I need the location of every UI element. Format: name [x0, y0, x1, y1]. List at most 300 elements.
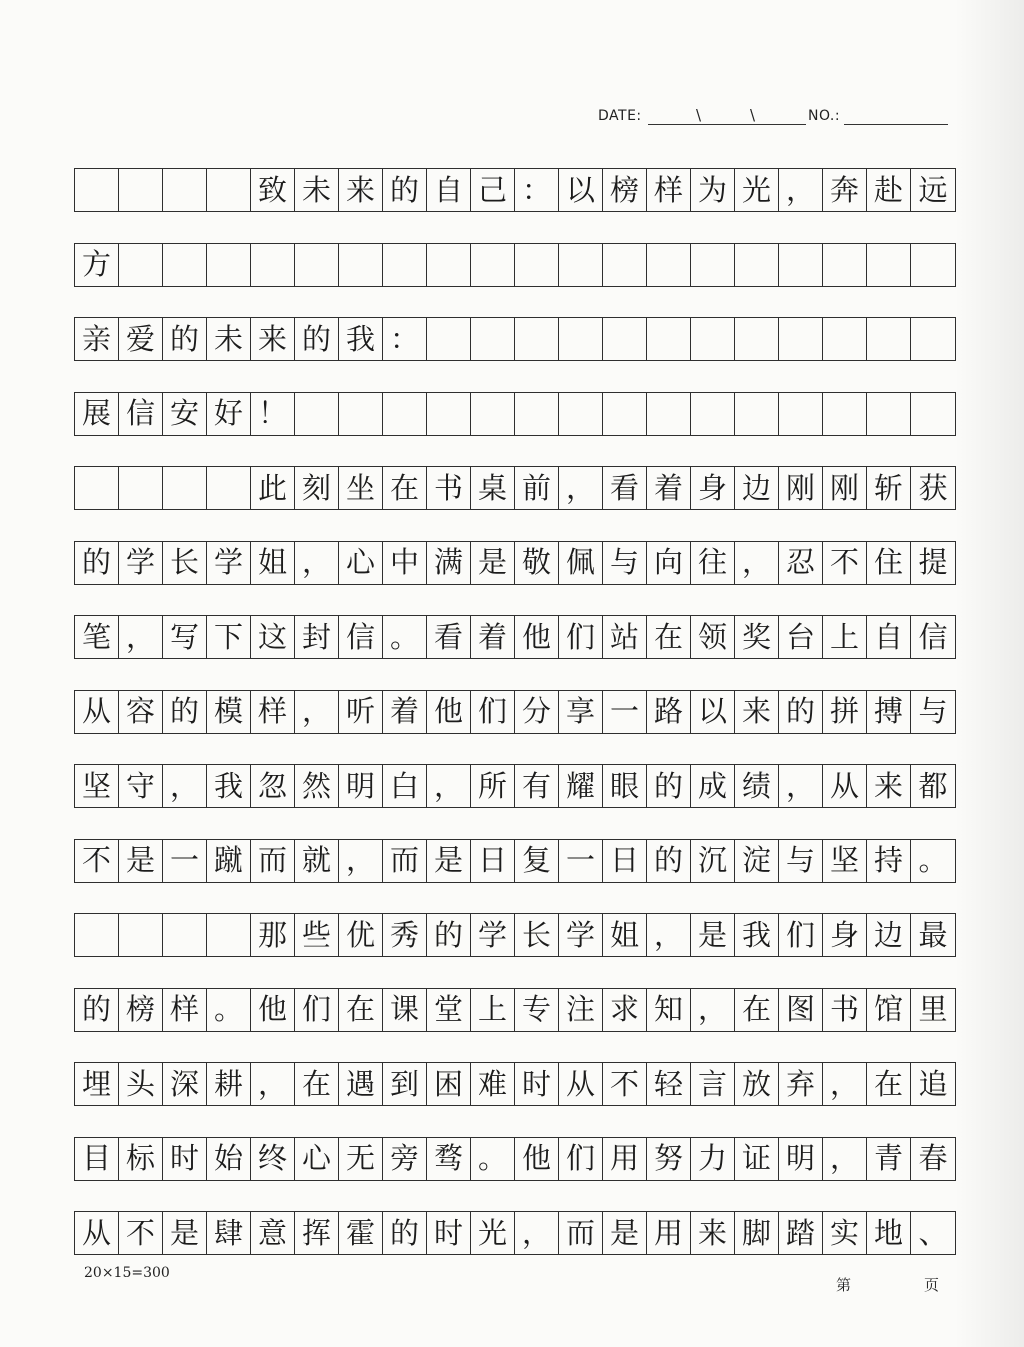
grid-cell	[515, 393, 559, 435]
grid-cell: 努	[647, 1138, 691, 1180]
grid-cell: 求	[603, 989, 647, 1031]
grid-cell: 的	[75, 989, 119, 1031]
grid-cell: 放	[735, 1063, 779, 1105]
grid-cell: 然	[295, 765, 339, 807]
grid-cell	[911, 393, 955, 435]
grid-row	[74, 1211, 956, 1255]
grid-cell: 与	[603, 542, 647, 584]
grid-cell: 肆	[207, 1212, 251, 1254]
grid-cell: 白	[383, 765, 427, 807]
grid-cell: 己	[471, 169, 515, 211]
grid-row	[74, 317, 956, 361]
grid-cell: ，	[691, 989, 735, 1031]
grid-row	[74, 690, 956, 734]
grid-cell: ，	[295, 691, 339, 733]
grid-cell	[823, 244, 867, 286]
grid-cell	[603, 393, 647, 435]
grid-row	[74, 466, 956, 510]
grid-cell: 困	[427, 1063, 471, 1105]
grid-cell: 模	[207, 691, 251, 733]
grid-cell: 日	[471, 840, 515, 882]
grid-cell: 着	[383, 691, 427, 733]
grid-cell	[339, 244, 383, 286]
grid-cell: 学	[119, 542, 163, 584]
grid-cell: 他	[515, 1138, 559, 1180]
grid-cell: 时	[163, 1138, 207, 1180]
grid-cell: 们	[559, 616, 603, 658]
grid-cell	[647, 244, 691, 286]
grid-cell: 弃	[779, 1063, 823, 1105]
grid-cell: 着	[471, 616, 515, 658]
grid-cell	[119, 244, 163, 286]
grid-cell	[603, 318, 647, 360]
grid-row	[74, 1137, 956, 1181]
grid-cell	[75, 169, 119, 211]
grid-cell	[119, 914, 163, 956]
grid-cell: 都	[918, 768, 948, 803]
grid-cell: 前	[515, 467, 559, 509]
grid-cell: 边	[867, 914, 911, 956]
grid-cell: 难	[471, 1063, 515, 1105]
grid-cell	[559, 318, 603, 360]
grid-cell	[119, 467, 163, 509]
grid-cell: 而	[559, 1212, 603, 1254]
grid-cell	[867, 244, 911, 286]
grid-cell: 斩	[867, 467, 911, 509]
grid-cell: 堂	[427, 989, 471, 1031]
grid-cell: 来	[339, 169, 383, 211]
grid-cell	[735, 318, 779, 360]
grid-cell: 耕	[207, 1063, 251, 1105]
grid-cell: 赴	[867, 169, 911, 211]
grid-cell	[867, 318, 911, 360]
grid-cell: 来	[251, 318, 295, 360]
grid-row	[74, 913, 956, 957]
grid-row	[74, 1062, 956, 1106]
grid-cell: 笔	[75, 616, 119, 658]
grid-cell: 自	[867, 616, 911, 658]
grid-cell: 的	[427, 914, 471, 956]
grid-cell: ，	[779, 169, 823, 211]
grid-cell: 们	[779, 914, 823, 956]
grid-cell: 光	[735, 169, 779, 211]
grid-cell: ，	[735, 542, 779, 584]
grid-cell: 桌	[471, 467, 515, 509]
grid-cell: 刻	[295, 467, 339, 509]
grid-cell: 封	[295, 616, 339, 658]
grid-row	[74, 988, 956, 1032]
grid-cell: 看	[427, 616, 471, 658]
grid-cell: 长	[163, 542, 207, 584]
grid-cell: 馆	[867, 989, 911, 1031]
grid-cell: 向	[647, 542, 691, 584]
grid-cell: 那	[251, 914, 295, 956]
grid-cell	[119, 169, 163, 211]
grid-cell: 。	[471, 1138, 515, 1180]
grid-cell: 分	[515, 691, 559, 733]
grid-cell: 致	[251, 169, 295, 211]
grid-cell: 青	[867, 1138, 911, 1180]
grid-cell: 日	[603, 840, 647, 882]
grid-spec: 20×15=300	[84, 1265, 170, 1281]
grid-cell: 佩	[559, 542, 603, 584]
grid-cell: ，	[823, 1063, 867, 1105]
grid-cell: 专	[515, 989, 559, 1031]
grid-row	[74, 839, 956, 883]
grid-row	[74, 541, 956, 585]
grid-cell: 力	[691, 1138, 735, 1180]
grid-cell: 好	[207, 393, 251, 435]
grid-cell: 目	[75, 1138, 119, 1180]
grid-cell: 下	[207, 616, 251, 658]
grid-cell: 证	[735, 1138, 779, 1180]
grid-cell: 有	[515, 765, 559, 807]
grid-cell: 展	[75, 393, 119, 435]
grid-cell: 言	[691, 1063, 735, 1105]
grid-cell: 的	[383, 169, 427, 211]
grid-cell: 持	[867, 840, 911, 882]
grid-cell	[207, 467, 251, 509]
grid-cell: 书	[823, 989, 867, 1031]
grid-cell: ，	[251, 1063, 295, 1105]
grid-cell: 是	[603, 1212, 647, 1254]
grid-cell: 不	[603, 1063, 647, 1105]
grid-cell: 踏	[779, 1212, 823, 1254]
grid-cell	[911, 244, 955, 286]
grid-cell: 些	[295, 914, 339, 956]
grid-cell: 忽	[251, 765, 295, 807]
grid-cell: 用	[603, 1138, 647, 1180]
grid-cell: 意	[251, 1212, 295, 1254]
grid-cell: 成	[691, 765, 735, 807]
grid-cell	[163, 244, 207, 286]
grid-cell: 我	[339, 318, 383, 360]
writing-grid	[74, 148, 956, 1260]
grid-cell	[427, 318, 471, 360]
grid-cell: ，	[163, 765, 207, 807]
grid-cell: 在	[383, 467, 427, 509]
grid-cell: 是	[163, 1212, 207, 1254]
grid-cell: 在	[867, 1063, 911, 1105]
grid-cell: 就	[295, 840, 339, 882]
grid-cell: 享	[559, 691, 603, 733]
grid-cell: ：	[515, 169, 559, 211]
grid-cell	[471, 393, 515, 435]
grid-cell: 住	[867, 542, 911, 584]
grid-cell	[471, 244, 515, 286]
grid-cell: 我	[735, 914, 779, 956]
grid-cell	[295, 244, 339, 286]
grid-cell: 秀	[383, 914, 427, 956]
grid-cell: 在	[735, 989, 779, 1031]
grid-cell: 奔	[823, 169, 867, 211]
grid-cell: 是	[691, 914, 735, 956]
grid-cell	[383, 393, 427, 435]
grid-cell: 霍	[339, 1212, 383, 1254]
grid-cell: 的	[383, 1212, 427, 1254]
page-shadow	[954, 0, 1024, 1347]
grid-cell: 蹴	[207, 840, 251, 882]
grid-cell: ，	[559, 467, 603, 509]
grid-cell: 边	[735, 467, 779, 509]
grid-cell	[691, 244, 735, 286]
grid-cell	[779, 393, 823, 435]
grid-cell	[163, 914, 207, 956]
grid-cell: ，	[119, 616, 163, 658]
grid-cell	[427, 244, 471, 286]
grid-cell: 信	[339, 616, 383, 658]
grid-cell: 优	[339, 914, 383, 956]
grid-cell: 所	[471, 765, 515, 807]
grid-cell: 挥	[295, 1212, 339, 1254]
grid-cell: 学	[471, 914, 515, 956]
grid-cell	[867, 393, 911, 435]
grid-cell: 终	[251, 1138, 295, 1180]
grid-cell: 他	[251, 989, 295, 1031]
grid-cell: ，	[427, 765, 471, 807]
grid-cell: 脚	[735, 1212, 779, 1254]
grid-cell: ，	[295, 542, 339, 584]
grid-cell	[163, 169, 207, 211]
grid-cell	[295, 393, 339, 435]
grid-cell: 中	[383, 542, 427, 584]
grid-cell	[75, 914, 119, 956]
grid-cell: 台	[779, 616, 823, 658]
grid-cell: 榜	[119, 989, 163, 1031]
grid-cell: 地	[867, 1212, 911, 1254]
grid-cell: 在	[647, 616, 691, 658]
grid-cell: 骛	[427, 1138, 471, 1180]
grid-cell: 。	[918, 843, 948, 877]
grid-cell: 是	[471, 542, 515, 584]
page-prefix: 第	[836, 1276, 852, 1294]
grid-cell: 爱	[119, 318, 163, 360]
grid-cell: 们	[559, 1138, 603, 1180]
grid-cell	[207, 169, 251, 211]
grid-cell: 信	[119, 393, 163, 435]
grid-cell	[691, 393, 735, 435]
grid-cell: 亲	[75, 318, 119, 360]
grid-cell: ，	[515, 1212, 559, 1254]
grid-cell: 样	[647, 169, 691, 211]
grid-cell: 们	[471, 691, 515, 733]
grid-cell	[339, 393, 383, 435]
grid-row	[74, 168, 956, 212]
grid-cell: 课	[383, 989, 427, 1031]
grid-cell: ，	[647, 914, 691, 956]
grid-cell: 身	[691, 467, 735, 509]
grid-cell: 明	[339, 765, 383, 807]
grid-cell: 我	[207, 765, 251, 807]
grid-cell: 淀	[735, 840, 779, 882]
grid-cell	[515, 244, 559, 286]
grid-cell	[779, 318, 823, 360]
grid-cell: 上	[471, 989, 515, 1031]
grid-cell: 守	[119, 765, 163, 807]
grid-cell: 。	[207, 989, 251, 1031]
grid-cell	[735, 244, 779, 286]
grid-cell: 们	[295, 989, 339, 1031]
grid-cell: 未	[207, 318, 251, 360]
grid-cell: 方	[75, 244, 119, 286]
grid-cell	[75, 467, 119, 509]
grid-cell: 。	[383, 616, 427, 658]
grid-cell: 一	[163, 840, 207, 882]
grid-cell	[207, 914, 251, 956]
grid-cell	[647, 318, 691, 360]
grid-cell: 不	[823, 542, 867, 584]
grid-cell	[251, 244, 295, 286]
page-header	[598, 104, 948, 130]
grid-cell: 复	[515, 840, 559, 882]
grid-row	[74, 764, 956, 808]
grid-cell: 从	[559, 1063, 603, 1105]
date-separator-1: \	[696, 106, 702, 124]
grid-cell: 来	[867, 765, 911, 807]
grid-cell: 样	[163, 989, 207, 1031]
grid-cell	[383, 244, 427, 286]
grid-cell: 这	[251, 616, 295, 658]
grid-cell: 从	[75, 1212, 119, 1254]
grid-cell: 时	[427, 1212, 471, 1254]
grid-cell: 的	[295, 318, 339, 360]
grid-cell: 写	[163, 616, 207, 658]
grid-cell	[823, 393, 867, 435]
grid-row	[74, 615, 956, 659]
grid-cell: 的	[647, 840, 691, 882]
grid-cell: 他	[427, 691, 471, 733]
grid-cell: 无	[339, 1138, 383, 1180]
grid-cell: 的	[163, 691, 207, 733]
number-label: NO.:	[808, 108, 841, 124]
grid-cell: 春	[918, 1141, 948, 1175]
grid-cell: 是	[119, 840, 163, 882]
number-line	[844, 124, 948, 125]
grid-cell	[559, 244, 603, 286]
grid-cell: 看	[603, 467, 647, 509]
grid-cell	[427, 393, 471, 435]
grid-cell: ，	[823, 1138, 867, 1180]
grid-cell: 学	[207, 542, 251, 584]
grid-cell: 刚	[779, 467, 823, 509]
grid-cell: 轻	[647, 1063, 691, 1105]
grid-cell: 获	[918, 470, 948, 505]
grid-cell: 榜	[603, 169, 647, 211]
grid-cell: 远	[918, 172, 948, 207]
grid-cell	[603, 244, 647, 286]
grid-cell: 追	[918, 1066, 948, 1101]
grid-cell: 样	[251, 691, 295, 733]
grid-cell: 的	[779, 691, 823, 733]
grid-cell: 明	[779, 1138, 823, 1180]
grid-cell: 从	[823, 765, 867, 807]
grid-cell	[559, 393, 603, 435]
grid-cell: 容	[119, 691, 163, 733]
grid-cell: 来	[735, 691, 779, 733]
grid-cell	[163, 467, 207, 509]
grid-cell: 而	[383, 840, 427, 882]
grid-cell: 自	[427, 169, 471, 211]
grid-cell: 听	[339, 691, 383, 733]
grid-cell: ！	[251, 393, 295, 435]
grid-cell: 心	[295, 1138, 339, 1180]
date-label: DATE:	[598, 108, 642, 124]
grid-row	[74, 243, 956, 287]
grid-cell: 心	[339, 542, 383, 584]
grid-cell: 的	[163, 318, 207, 360]
grid-cell: 最	[918, 917, 948, 952]
grid-cell: 标	[119, 1138, 163, 1180]
grid-cell: 从	[75, 691, 119, 733]
grid-cell: ，	[339, 840, 383, 882]
grid-cell: 的	[75, 542, 119, 584]
grid-cell	[911, 318, 955, 360]
grid-cell: 坚	[75, 765, 119, 807]
grid-cell: 着	[647, 467, 691, 509]
grid-cell: 以	[559, 169, 603, 211]
grid-cell: 他	[515, 616, 559, 658]
grid-cell: 站	[603, 616, 647, 658]
grid-cell: 姐	[603, 914, 647, 956]
grid-cell: 与	[779, 840, 823, 882]
grid-cell	[691, 318, 735, 360]
grid-cell: 来	[691, 1212, 735, 1254]
grid-cell: 提	[918, 545, 948, 579]
date-line	[648, 124, 806, 125]
page-suffix: 页	[924, 1276, 940, 1294]
grid-cell: 往	[691, 542, 735, 584]
grid-cell: 身	[823, 914, 867, 956]
grid-cell: 一	[559, 840, 603, 882]
grid-cell: ，	[779, 765, 823, 807]
grid-cell: 、	[918, 1215, 948, 1250]
grid-cell: 坚	[823, 840, 867, 882]
grid-cell: 信	[918, 619, 948, 654]
grid-cell: 满	[427, 542, 471, 584]
grid-cell: 时	[515, 1063, 559, 1105]
grid-cell: 注	[559, 989, 603, 1031]
grid-cell	[515, 318, 559, 360]
grid-cell: 到	[383, 1063, 427, 1105]
grid-cell: 沉	[691, 840, 735, 882]
grid-cell: 忍	[779, 542, 823, 584]
grid-cell	[823, 318, 867, 360]
grid-cell: 一	[603, 691, 647, 733]
grid-cell: 遇	[339, 1063, 383, 1105]
grid-cell	[735, 393, 779, 435]
grid-cell: 实	[823, 1212, 867, 1254]
grid-cell: 的	[647, 765, 691, 807]
grid-cell: 埋	[75, 1063, 119, 1105]
grid-cell: 旁	[383, 1138, 427, 1180]
grid-cell: 图	[779, 989, 823, 1031]
grid-cell: 未	[295, 169, 339, 211]
grid-cell: 绩	[735, 765, 779, 807]
grid-cell: 不	[119, 1212, 163, 1254]
grid-cell: ：	[383, 318, 427, 360]
grid-cell: 耀	[559, 765, 603, 807]
grid-cell: 刚	[823, 467, 867, 509]
grid-cell	[647, 393, 691, 435]
grid-cell: 安	[163, 393, 207, 435]
grid-cell: 在	[339, 989, 383, 1031]
grid-cell: 不	[75, 840, 119, 882]
grid-row	[74, 392, 956, 436]
grid-cell: 里	[918, 992, 948, 1026]
grid-cell: 此	[251, 467, 295, 509]
grid-cell: 学	[559, 914, 603, 956]
grid-cell: 与	[918, 694, 948, 728]
